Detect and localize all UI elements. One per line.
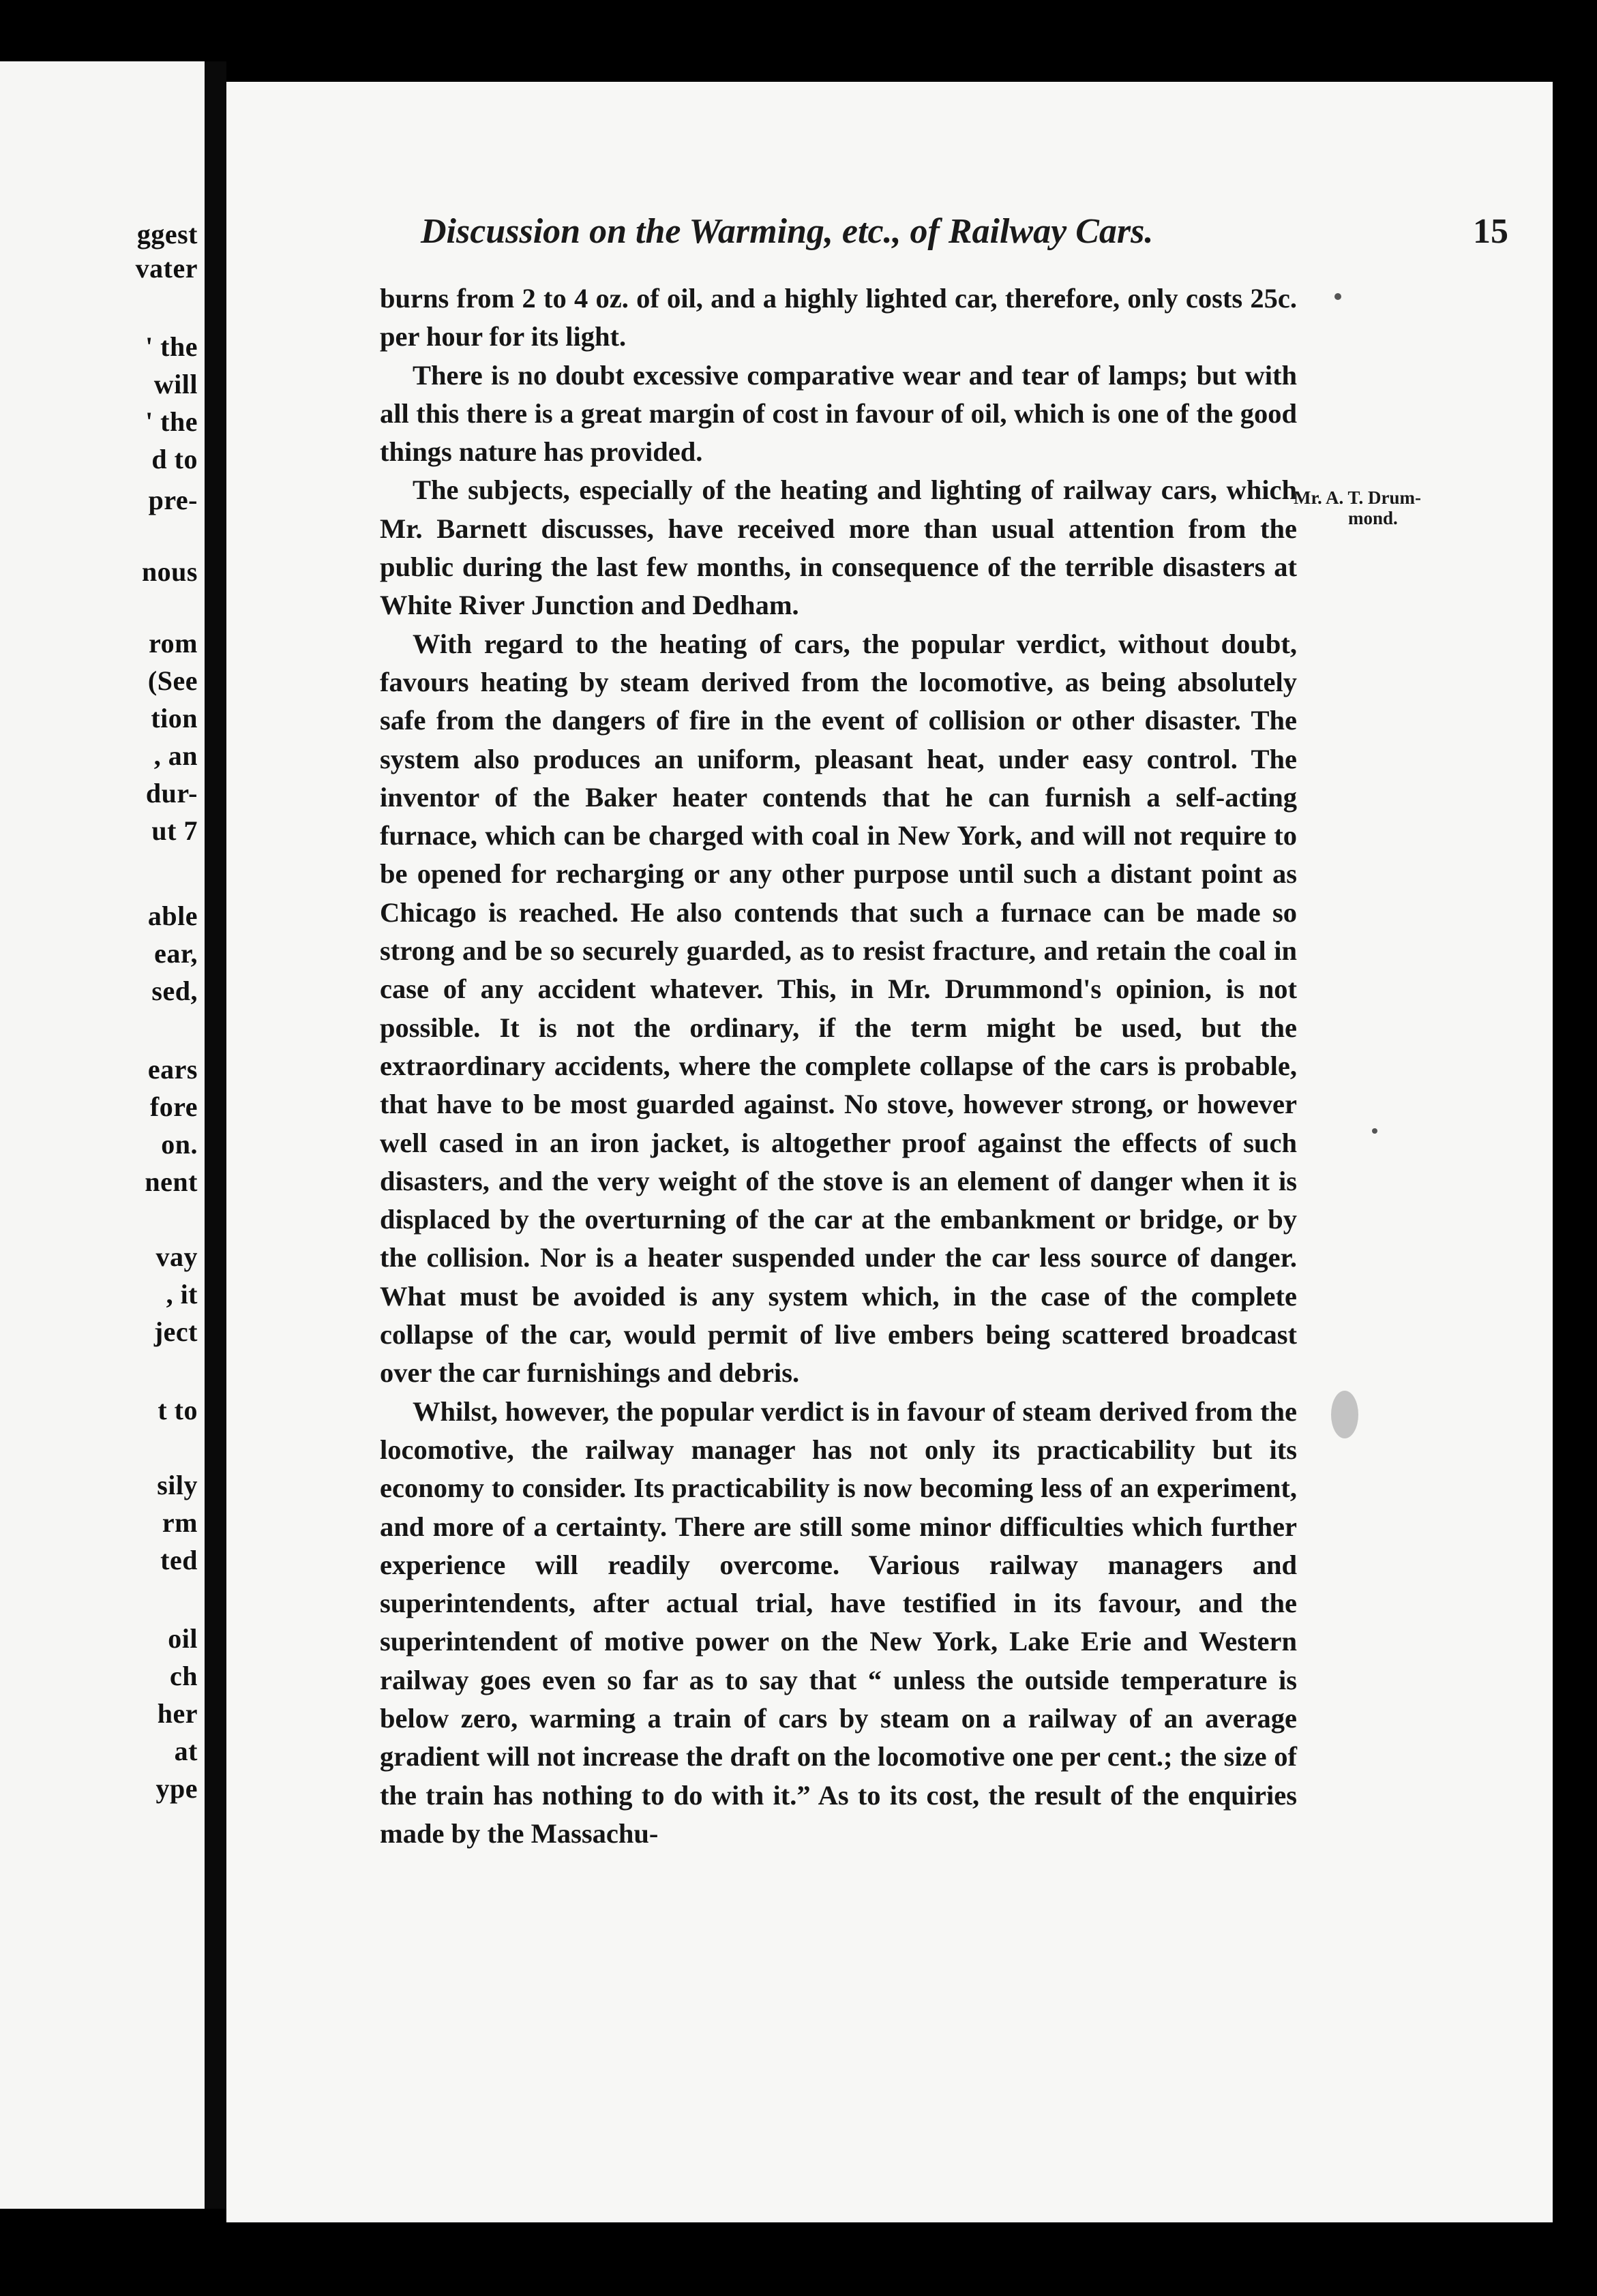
scan-blemish [1331, 1391, 1358, 1438]
scan-dust [1372, 1128, 1377, 1134]
facing-page-word: nous [141, 556, 198, 587]
facing-page-word: (See [147, 665, 198, 696]
facing-page-word: dur- [145, 778, 198, 809]
paragraph: There is no doubt excessive comparative wear and tear of lamps; but with all this there is a great margin of cost in favour of oil, which is one of the good things nature has provided. [380, 359, 1297, 468]
facing-page-word: d to [151, 444, 198, 474]
facing-page-word: tion [151, 703, 198, 734]
facing-page-word: able [147, 901, 198, 931]
facing-page-word: will [153, 369, 198, 399]
facing-page-word: sed, [151, 976, 198, 1006]
margin-note [1294, 487, 1464, 528]
facing-page-word: ear, [154, 938, 198, 969]
facing-page-word: nent [145, 1166, 198, 1197]
scan-dust [1334, 293, 1341, 300]
body-text [380, 280, 1297, 1853]
margin-note-line-1: Mr. A. T. Drum- [1294, 487, 1421, 508]
facing-page-word: rm [162, 1507, 198, 1538]
facing-page-word: on. [161, 1129, 198, 1160]
facing-page-word: ggest [136, 219, 198, 250]
facing-page-word: ject [153, 1316, 198, 1347]
facing-page-word: ' the [145, 406, 198, 437]
facing-page-word: ch [170, 1661, 198, 1691]
facing-page-word: her [157, 1698, 198, 1729]
facing-page-word: ' the [145, 331, 198, 362]
facing-page-word: , it [166, 1279, 198, 1310]
book-gutter [205, 61, 226, 2209]
facing-page-word: pre- [148, 485, 198, 515]
facing-page-word: rom [149, 628, 198, 659]
facing-page-word: at [174, 1736, 198, 1766]
main-page [226, 82, 1553, 2222]
running-head [421, 211, 1529, 252]
facing-page-word: ears [147, 1054, 198, 1085]
facing-page-word: ype [155, 1773, 198, 1804]
paragraph: burns from 2 to 4 oz. of oil, and a highly lighted car, therefore, only costs 25c. per hour for its light. [380, 283, 1297, 352]
facing-page-word: vay [155, 1241, 198, 1272]
facing-page-word: oil [168, 1623, 198, 1654]
facing-page-word: , an [153, 740, 198, 771]
facing-page-word: ut 7 [151, 815, 198, 846]
margin-note-line-2: mond. [1348, 508, 1398, 528]
facing-page-word: fore [149, 1091, 198, 1122]
paragraph: With regard to the heating of cars, the popular verdict, without doubt, favours heating by steam derived from the locomotive, as being absolutely safe from the dangers of fire in the event of collision or other disaster. The system also produces an uniform, pleasant heat, under easy control. The inventor of the Baker heater contends that he can furnish a self-acting furnace, which can be charged with coal in New York, and will not require to be opened for recharging or any other purpose until such a distant point as Chicago is reached. He also contends that such a furnace can be made so strong and be so securely guarded, as to resist fracture, and retain the coal in case of any accident whatever. This, in Mr. Drummond's opinion, is not possible. It is not the ordinary, if the term might be used, but the extraordinary accidents, where the complete collapse of the cars is probable, that have to be most guarded against. No stove, however strong, or however well cased in an iron jacket, is altogether proof against the effects of such disasters, and the very weight of the stove is an element of danger when it is displaced by the overturning of the car at the embankment or bridge, or by the collision. Nor is a heater suspended under the car less source of danger. What must be avoided is any system which, in the case of the complete collapse of the car, would permit of live embers being scattered broadcast over the car furnishings and debris. [380, 628, 1297, 1389]
paragraph: The subjects, especially of the heating and lighting of railway cars, which Mr. Barnett discusses, have received more than usual attention from the public during the last few months, in consequence of the terrible disasters at White River Junction and Dedham. [380, 474, 1297, 621]
facing-page-word: t to [158, 1395, 198, 1425]
facing-page-word: vater [135, 253, 198, 284]
facing-page-word: ted [160, 1545, 198, 1575]
paragraph: Whilst, however, the popular verdict is in favour of steam derived from the locomotive, the railway manager has not only its practicability but its economy to consider. Its practicability is now becoming less of an experiment, and more of a certainty. There are still some minor difficulties which further experience will readily overcome. Various railway managers and superintendents, after actual trial, have testified in its favour, and the superintendent of motive power on the New York, Lake Erie and Western railway goes even so far as to say that “ unless the outside temperature is below zero, warming a train of cars by steam on a railway of an average gradient will not increase the draft on the locomotive one per cent.; the size of the train has nothing to do with it.” As to its cost, the result of the enquiries made by the Massachu- [380, 1395, 1297, 1849]
running-head-title: Discussion on the Warming, etc., of Railway Cars. [421, 212, 1154, 251]
facing-page-word: sily [157, 1470, 198, 1500]
page-number: 15 [1473, 212, 1508, 251]
facing-page-fragment [0, 61, 205, 2209]
